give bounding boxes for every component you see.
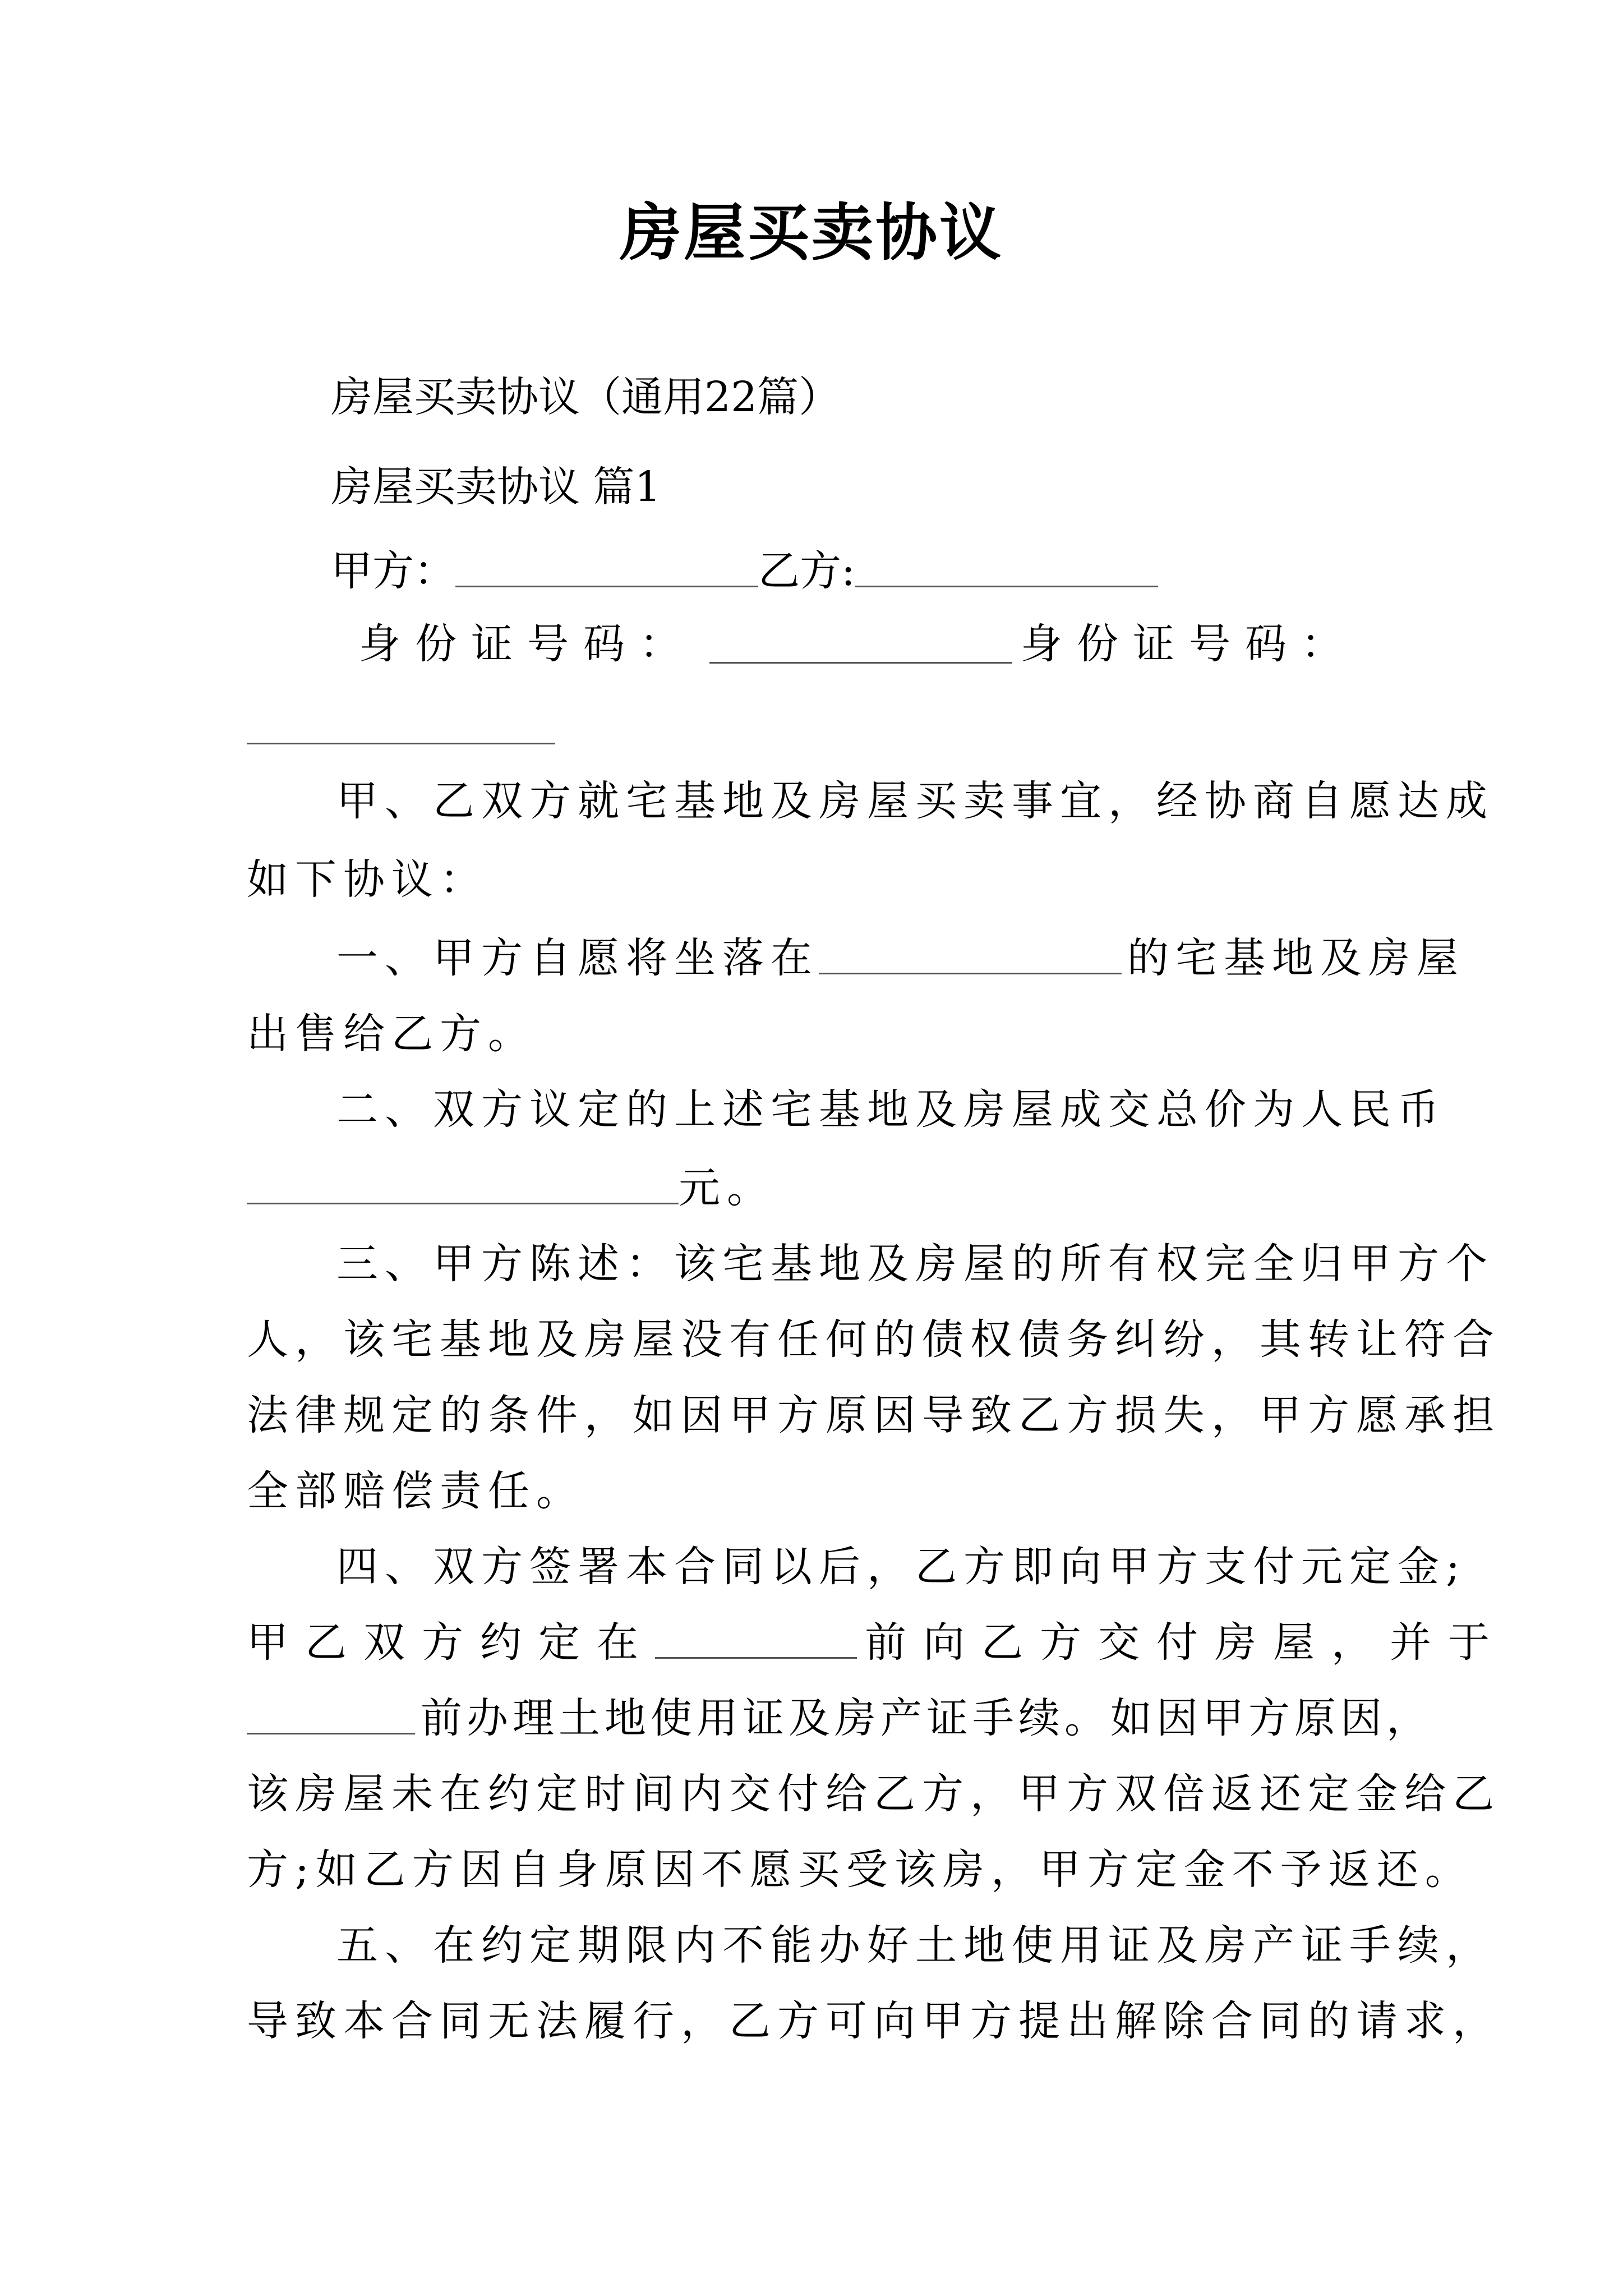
id-b-blank-line [247, 690, 1391, 766]
id-b-blank [247, 705, 555, 744]
clause-3-line-3: 法律规定的条件，如因甲方原因导致乙方损失，甲方愿承担 [247, 1391, 1501, 1439]
clause-3-line-1: 三、甲方陈述：该宅基地及房屋的所有权完全归甲方个 [336, 1240, 1494, 1288]
clause-5-line-1: 五、在约定期限内不能办好土地使用证及房产证手续， [336, 1921, 1494, 1970]
clause-2-line-2 [247, 1150, 1391, 1226]
clause-1-part-1: 一、甲方自愿将坐落在 [336, 934, 819, 982]
parties-line [331, 533, 1475, 609]
intro-line-1: 甲、乙双方就宅基地及房屋买卖事宜，经协商自愿达成 [336, 777, 1494, 825]
clause-2-price-blank [247, 1165, 679, 1204]
document-subtitle: 房屋买卖协议（通用22篇） [331, 373, 841, 421]
clause-4-part-1: 甲乙双方约定在 [247, 1618, 655, 1667]
clause-4-line-4: 该房屋未在约定时间内交付给乙方，甲方双倍返还定金给乙 [247, 1770, 1501, 1818]
clause-2-line-1: 二、双方议定的上述宅基地及房屋成交总价为人民币 [336, 1085, 1446, 1134]
clause-1-line-2: 出售给乙方。 [247, 1010, 536, 1058]
party-a-blank [455, 548, 758, 587]
clause-2-suffix: 元。 [679, 1164, 775, 1212]
id-label-b: 身份证号码： [1021, 620, 1357, 668]
clause-4-delivery-blank [655, 1619, 857, 1659]
party-b-label: 乙方: [758, 547, 855, 595]
id-numbers-line [359, 606, 1357, 682]
clause-4-line-3 [247, 1680, 1432, 1756]
clause-4-line-5: 方;如乙方因自身原因不愿买受该房，甲方定金不予返还。 [247, 1846, 1473, 1894]
id-label-a: 身份证号码： [359, 620, 695, 668]
clause-5-line-2: 导致本合同无法履行，乙方可向甲方提出解除合同的请求， [247, 1997, 1501, 2045]
id-a-blank [709, 624, 1012, 664]
clause-4-part-3: 前办理土地使用证及房产证手续。如因甲方原因， [421, 1694, 1432, 1742]
party-b-blank [855, 548, 1158, 587]
article-heading: 房屋买卖协议 篇1 [331, 463, 661, 511]
clause-4-part-2: 前向乙方交付房屋，并于 [865, 1618, 1506, 1667]
clause-4-line-2 [247, 1604, 1506, 1681]
clause-1-part-2: 的宅基地及房屋 [1127, 934, 1465, 982]
party-a-label: 甲方： [331, 547, 455, 595]
intro-line-2: 如下协议： [247, 855, 488, 904]
clause-1-line-1 [336, 920, 1465, 996]
clause-3-line-4: 全部赔偿责任。 [247, 1467, 584, 1515]
clause-4-certificate-blank [247, 1695, 415, 1734]
document-title: 房屋买卖协议 [620, 196, 1003, 269]
clause-1-location-blank [819, 935, 1122, 974]
clause-4-line-1: 四、双方签署本合同以后，乙方即向甲方支付元定金; [336, 1543, 1467, 1591]
clause-3-line-2: 人，该宅基地及房屋没有任何的债权债务纠纷，其转让符合 [247, 1315, 1501, 1364]
